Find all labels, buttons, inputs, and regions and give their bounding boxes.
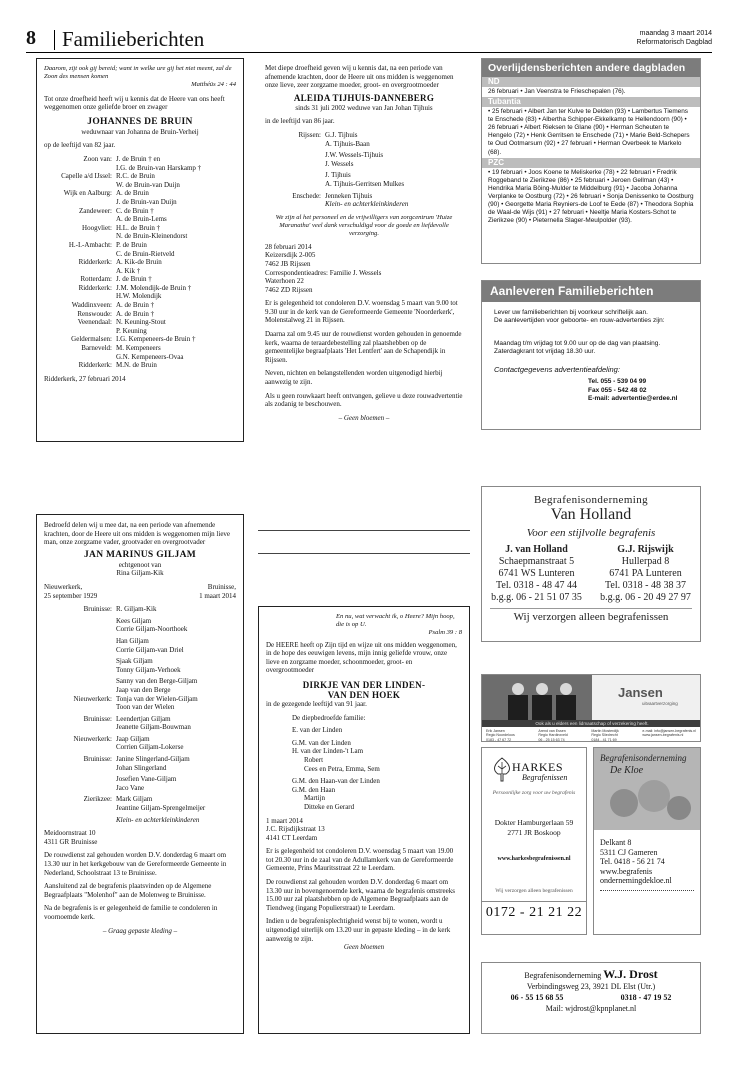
vh-company-name: Van Holland [550, 506, 632, 523]
relative-place [265, 200, 321, 209]
source-pzc: PZC [482, 158, 700, 168]
condolence-info: Er is gelegenheid tot condoleren D.V. woensdag 5 maart van 19.00 tot 20.30 uur in de zaal van de Adullamkerk van de Gereformeerde Gemeente, Prins Mauritsstraat 22 te Leerdam. [266, 847, 454, 873]
service-info: De rouwdienst zal gehouden worden D.V. donderdag 6 maart om 13.30 uur in bovengenoemde kerk, waarna de begrafenis omstreeks 15.00 uur zal plaatshebben op de Algemene Begraafplaats aan de Tiendweg (ingang Populierstraat) te Leerdam. [266, 878, 455, 912]
deceased-name-line2: VAN DEN HOEK [327, 689, 401, 700]
notice-intro: De HEERE heeft op Zijn tijd en wijze uit ons midden weggenomen, in de hope des eeuwigen levens, mijn innig geliefde vrouw, onze lieve en zorgzame moeder, schoonmoeder, groot- en overgrootmoeder [266, 640, 457, 675]
family-line: G.M. den Haan [292, 785, 336, 794]
harkes-brand: HARKES [512, 760, 564, 774]
vh-left-name: J. van Holland [505, 544, 568, 555]
family-line: G.M. van der Linden [292, 738, 351, 747]
relative-names: J.M. Molendijk-de Bruin † [116, 283, 192, 292]
death-notice-de-bruin [36, 58, 244, 442]
drost-mail: Mail: wjdrost@kpnplanet.nl [545, 1004, 637, 1013]
relative-place [44, 617, 112, 626]
harkes-sub: Begrafenissen [522, 773, 568, 782]
relative-names: J. Tijhuis [325, 171, 351, 180]
relative-names: Mark Giljam [116, 795, 153, 804]
other-papers-box [481, 58, 701, 264]
contact-name: Martin Mosterdijk [591, 729, 619, 733]
relative-place [265, 180, 321, 189]
relative-place [44, 657, 112, 666]
address-line: Correspondentieadres: Familie J. Wessels [265, 268, 382, 277]
address-block [265, 243, 463, 295]
relative-names: J. de Bruin-van Duijn [116, 197, 177, 206]
relative-names: Tonny Giljam-Verhoek [116, 665, 181, 674]
drost-mobile: 06 - 55 15 68 55 [510, 993, 564, 1002]
relative-names: M.N. de Bruin [116, 361, 157, 370]
address-line: 7462 JB Rijssen [265, 259, 311, 268]
relative-place [265, 171, 321, 180]
jansen-sub: uitvaartverzorging [642, 701, 678, 706]
relative-place [44, 267, 112, 276]
relative-names: C. de Bruin † [116, 206, 154, 215]
deadline-weekday: Maandag t/m vrijdag tot 9.00 uur op de dag van plaatsing. [494, 339, 661, 347]
relative-place [265, 160, 321, 169]
relative-place [265, 140, 321, 149]
relative-names: Josefien Vane-Giljam [116, 775, 177, 784]
drost-phones [482, 992, 700, 1003]
relative-names: Sanny van den Berge-Giljam [116, 677, 198, 686]
relative-place [44, 784, 112, 793]
relative-names: Sjaak Giljam [116, 657, 153, 666]
relative-place [44, 816, 112, 825]
dekloe-phone: Tel. 0418 - 56 21 74 [600, 857, 665, 866]
burial-info: Aansluitend zal de begrafenis plaatsvinden op de Algemene Begraafplaats "Molenhof" aan de Molenweg te Bruinisse. [44, 882, 212, 899]
address-line: 4141 CT Leerdam [266, 833, 318, 842]
relative-names: A. de Bruin † [116, 309, 155, 318]
relative-place [44, 723, 112, 732]
harkes-address [482, 818, 586, 838]
relative-names: A. Tijhuis-Gerritsen Mulkes [325, 179, 405, 188]
jansen-brand: Jansen [618, 685, 663, 700]
vh-contact-right [600, 544, 691, 604]
ad-drost [481, 962, 701, 1034]
family-line: H. van der Linden-'t Lam [292, 747, 364, 756]
family-line: Robert [304, 755, 324, 764]
relative-place: Rijssen: [298, 130, 321, 139]
contact-region: Regio Hardinxveld [538, 733, 568, 738]
spouse-name: Rina Giljam-Kik [116, 569, 164, 578]
death-date: 1 maart 2014 [199, 591, 236, 600]
address-line: 7462 ZD Rijssen [265, 285, 313, 294]
address-line: Keizersdijk 2-005 [265, 251, 316, 260]
family-line: Martijn [304, 794, 325, 803]
relative-place [44, 164, 112, 173]
deceased-name: JAN MARINUS GILJAM [83, 549, 196, 560]
address-block [266, 817, 462, 843]
submission-line: Lever uw familieberichten bij voorkeur schriftelijk aan. [494, 308, 648, 316]
relative-names: P. de Bruin [116, 240, 147, 249]
relative-names: A. de Bruin † [116, 301, 155, 310]
deceased-name-line1: DIRKJE VAN DER LINDEN- [302, 679, 426, 690]
relative-names: H.L. de Bruin † [116, 223, 161, 232]
relative-names: Han Giljam [116, 636, 149, 645]
dekloe-dotted-rule [600, 890, 694, 891]
contact-name: Erik Jansen [486, 729, 505, 733]
relative-names: Corrie Giljam-van Driel [116, 645, 184, 654]
relative-names: Klein- en achterkleinkinderen [116, 815, 200, 824]
relative-place [44, 775, 112, 784]
relative-place: Nieuwerkerk: [73, 734, 112, 743]
contact-region: Regio Sliedrecht [591, 733, 618, 738]
vh-tagline: Voor een stijlvolle begrafenis [526, 527, 656, 539]
contact-phone: 06 - 25 15 63 74 [538, 737, 565, 742]
relative-place: Geldermalsen: [71, 335, 112, 344]
harkes-tagline: Persoonlijke zorg voor uw begrafenis [492, 790, 576, 796]
contact-details [494, 378, 688, 404]
relative-names: Tonja van der Wielen-Giljam [116, 694, 198, 703]
relative-names: M. Kempeneers [116, 344, 161, 353]
notice-intro: Bedroefd delen wij u mee dat, na een periode van afnemende krachten, door de Heere uit ons midden is weggenomen mijn lieve man, onze zorgzame vader, grootvader en overgrootvader [44, 521, 231, 547]
drost-title [482, 969, 700, 981]
relative-place: Ridderkerk: [78, 258, 112, 267]
bible-reference: Matthéüs 24 : 44 [191, 81, 236, 88]
relative-names: R.C. de Bruin [116, 172, 155, 181]
vh-left-city: 6741 WS Lunteren [498, 568, 575, 579]
bible-quote: Daarom, zijt ook gij bereid; want in welke ure gij het niet meent, zal de Zoon des mensen komen [44, 65, 232, 80]
relative-place: Wijk en Aalburg: [63, 189, 112, 198]
deceased-name: JOHANNES DE BRUIN [87, 116, 193, 127]
header-separator [54, 30, 55, 50]
relative-place [44, 292, 112, 301]
notice-footer: Ridderkerk, 27 februari 2014 [44, 374, 126, 383]
relative-names: Corrie Giljam-Noorthoek [116, 625, 188, 634]
vh-contact-left [491, 544, 582, 604]
vh-left-bgg: b.g.g. 06 - 21 51 07 35 [491, 592, 582, 603]
deceased-age: op de leeftijd van 82 jaar. [44, 141, 116, 150]
condolence-info: Er is gelegenheid tot condoleren D.V. woensdag 5 maart van 9.00 tot 9.30 uur in de kerk van de Gereformeerde Gemeente 'Noorderkerk', Molenstalweg 21 in Rijssen. [265, 299, 458, 325]
relative-place: Bruinisse: [83, 755, 112, 764]
relative-names: Leendertjan Giljam [116, 714, 171, 723]
source-tubantia: Tubantia [482, 97, 700, 107]
deadline-saturday: Zaterdagkrant tot vrijdag 18.30 uur. [494, 348, 596, 355]
relative-names: W. de Bruin-van Duijn [116, 180, 180, 189]
relative-names: J. de Bruin † [116, 275, 152, 284]
relative-names: Jeantine Giljam-Sprengelmeijer [116, 804, 206, 813]
jansen-contact-2 [538, 729, 567, 742]
vh-left-street: Schaepmanstraat 5 [498, 556, 575, 567]
deceased-age: in de gezegende leeftijd van 91 jaar. [266, 699, 367, 708]
relative-names: A. Kik † [116, 266, 141, 275]
vh-right-tel: Tel. 0318 - 48 38 37 [605, 580, 686, 591]
relative-place [44, 637, 112, 646]
relative-names: J. Wessels [325, 159, 354, 168]
relative-place: Enschede: [292, 191, 321, 200]
relative-place [44, 353, 112, 362]
contact-region: Regio Noordeloos [486, 733, 515, 738]
birth-info [44, 583, 97, 600]
harkes-rule [482, 901, 586, 902]
harkes-website: www.harkesbegrafenissen.nl [497, 856, 571, 862]
dekloe-contact [600, 838, 672, 886]
relative-place: Ridderkerk: [78, 283, 112, 292]
relative-place [44, 703, 112, 712]
relatives-list [44, 155, 236, 370]
relative-names: A. Kik-de Bruin [116, 258, 162, 267]
vh-right-street: Hullerpad 8 [621, 556, 670, 567]
address-line: 28 februari 2014 [265, 242, 312, 251]
contact-phone: Tel. 055 - 539 04 99 [588, 378, 647, 385]
jansen-contact-1 [486, 729, 515, 742]
family-line: De diepbedroefde familie: [292, 713, 366, 722]
relative-names: C. de Bruin-Rietveld [116, 249, 175, 258]
relative-place: Zierikzee: [83, 795, 112, 804]
column-rule [258, 553, 470, 554]
nd-entries: 26 februari • Jan Veenstra te Frieschepalen (76). [488, 88, 626, 95]
family-line: Cees en Petra, Emma, Sem [304, 764, 380, 773]
family-line: Ditteke en Gerard [304, 802, 355, 811]
deceased-subtitle: echtgenoot van [118, 560, 162, 569]
address-line: Waterhoen 22 [265, 277, 304, 286]
notice-intro: Tot onze droefheid heeft wij u kennis dat de Heere van ons heeft weggenomen onze geliefde broer en zwager [44, 94, 225, 112]
ad-de-kloe [593, 747, 701, 935]
harkes-street: Dokter Hamburgerlaan 59 [494, 818, 574, 827]
contact-phone: 0184 - 41 71 69 [591, 737, 617, 742]
contact-phone: 0183 - 47 67 72 [486, 737, 512, 742]
page-number: 8 [26, 27, 36, 49]
relative-place: H.-I.-Ambacht: [68, 240, 112, 249]
relative-names: N. de Bruin-Kleinendorst [116, 232, 188, 241]
relative-place: Rotterdam: [80, 275, 112, 284]
relative-names: Toon van der Wielen [116, 703, 175, 712]
ad-jansen [481, 674, 701, 742]
relative-names: N. Keuning-Stout [116, 318, 166, 327]
relative-names: Jaap Giljam [116, 734, 150, 743]
relative-names: Johan Slingerland [116, 763, 167, 772]
staff-photo-icon [482, 675, 701, 721]
relative-place [44, 686, 112, 695]
source-nd: ND [482, 77, 700, 87]
vh-left-tel: Tel. 0318 - 48 47 44 [496, 580, 577, 591]
harkes-note: Wij verzorgen alleen begrafenissen [495, 888, 573, 894]
thanks-note: We zijn al het personeel en de vrijwilligers van zorgcentrum 'Huize Maranatha' veel dank verschuldigd voor de goede en liefdevolle verzorging. [275, 213, 453, 237]
deceased-age: in de leeftijd van 86 jaar. [265, 117, 335, 126]
relative-names: A. Tijhuis-Baan [325, 139, 370, 148]
notice-footer: – Geen bloemen – [338, 413, 390, 422]
harkes-city: 2771 JR Boskoop [507, 828, 561, 837]
death-notice-van-der-linden [258, 606, 470, 1034]
section-title: Familieberichten [62, 27, 205, 51]
relative-place: Bruinisse: [83, 605, 112, 614]
jansen-contact-web [642, 729, 696, 742]
relative-names: R. Giljam-Kik [116, 605, 157, 614]
relative-place [44, 198, 112, 207]
relative-names: I.G. Kempeneers-de Bruin † [116, 335, 196, 344]
dekloe-brand-line1: Begrafenisonderneming [600, 753, 687, 763]
address-line: 1 maart 2014 [266, 816, 303, 825]
drost-address: Verbindingsweg 23, 3921 DL Elst (Utr.) [526, 982, 656, 991]
notice-footer: Geen bloemen [343, 943, 385, 952]
deceased-subtitle: weduwnaar van Johanna de Bruin-Verheij [81, 127, 199, 136]
family-line: G.M. den Haan-van der Linden [292, 777, 380, 786]
relative-place: Bruinisse: [83, 714, 112, 723]
drost-phone: 0318 - 47 19 52 [620, 993, 672, 1002]
relative-names: P. Keuning [116, 326, 147, 335]
contact-fax: Fax 055 - 542 48 02 [588, 386, 647, 394]
invitation-info: Neven, nichten en belangstellenden worden uitgenodigd hierbij aanwezig te zijn. [265, 369, 443, 387]
relative-names: Jeanette Giljam-Bouwman [116, 723, 191, 732]
jansen-banner: Ook als u elders een lidmaatschap of verzekering heeft. [482, 720, 701, 727]
invitation-info: Indien u de begrafenisplechtigheid wenst bij te wonen, wordt u uitgenodigd uiterlijk om 13.20 uur in gepaste kleding – in de kerk aanwezig te zijn. [266, 917, 451, 943]
dekloe-city: 5311 CJ Gameren [600, 847, 658, 857]
condolence-info: Na de begrafenis is er gelegenheid de familie te condoleren in voornoemde kerk. [44, 904, 218, 921]
relative-place [44, 327, 112, 336]
relative-place [44, 625, 112, 634]
relatives-list [44, 605, 236, 824]
death-notice-giljam [36, 514, 244, 1034]
relative-names: A. de Bruin [116, 189, 149, 198]
relative-place [44, 215, 112, 224]
relative-place: Hoogvliet: [82, 223, 112, 232]
address-line: Meidoornstraat 10 [44, 829, 96, 838]
pzc-entries: • 19 februari • Joos Koene te Meliskerke (78) • 22 februari • Fredrik Roggeband te Zierikzee (86) • 25 februari • Jeroen Gellman (43) • Hendrika Maria Böing-Mulder te Middelburg (91) • Jacoba Johanna Verplanke te Oostburg (72) • 26 februari • Sonja Denissenko te Oostburg (90) • Georgette Maria Reyniers-de Loof te Eede (87) • Theodora Sophia de Waal-de Wijs (91) • 27 februari • Neeltje Maria Kosters-Schot te Zierikzee (90) • Pieternella Slager-Meulpolder (93). [488, 168, 694, 225]
vh-right-name: G.J. Rijswijk [617, 544, 674, 555]
notice-intro: Met diepe droefheid geven wij u kennis dat, na een periode van afnemende krachten, door de Heere uit ons midden is weggenomen onze lieve, zeer zorgzame moeder, groot- en overgrootmoeder [265, 64, 454, 90]
relative-names: I.G. de Bruin-van Harskamp † [116, 163, 202, 172]
vh-right-bgg: b.g.g. 06 - 20 49 27 97 [600, 592, 691, 603]
header-dateline [637, 29, 712, 47]
relative-names: H.W. Molendijk [116, 292, 162, 301]
contact-email: E-mail: advertentie@erdee.nl [588, 395, 678, 402]
card-info: Als u geen rouwkaart heeft ontvangen, gelieve u deze rouwadvertentie als zodanig te beschouwen. [265, 391, 463, 409]
service-info: Daarna zal om 9.45 uur de rouwdienst worden gehouden in genoemde kerk, waarna de teraardebestelling zal plaatshebben op de gemeentelijke begraafplaats 'Het Lentfert' aan de Schapendijk in Rijssen. [265, 330, 462, 364]
harkes-phone: 0172 - 21 21 22 [485, 905, 583, 920]
vh-company-prefix: Begrafenisonderneming [533, 494, 649, 506]
dekloe-street: Delkant 8 [600, 838, 632, 847]
relative-place [44, 804, 112, 813]
relative-names: G.N. Kempeneers-Ovaa [116, 352, 184, 361]
relative-names: J.W. Wessels-Tijhuis [325, 151, 384, 160]
quote-block [266, 613, 462, 638]
submission-title: Aanleveren Familieberichten [482, 281, 700, 302]
drost-name: W.J. Drost [603, 967, 658, 981]
relative-names: Kees Giljam [116, 616, 152, 625]
vh-contacts [482, 544, 700, 604]
submission-line: De aanlevertijden voor geboorte- en rouw-advertenties zijn: [494, 317, 665, 324]
death-place: Bruinisse, [207, 582, 236, 591]
drost-prefix: Begrafenisonderneming [524, 971, 602, 980]
address-block [44, 829, 236, 846]
birth-place: Nieuwerkerk, [44, 582, 83, 591]
relative-names: Jenneken Tijhuis [325, 191, 373, 200]
service-info: De rouwdienst zal gehouden worden D.V. donderdag 6 maart om 13.30 uur in het kerkgebouw van de Gereformeerde Gemeente in Nederland, Schoolstraat 13 te Bruinisse. [44, 851, 227, 877]
death-notice-tijhuis [258, 58, 470, 510]
bible-reference: Psalm 39 : 8 [428, 629, 462, 636]
jansen-photo [482, 675, 701, 721]
relative-place: Ridderkerk: [78, 361, 112, 370]
relative-place [44, 666, 112, 675]
ad-van-holland [481, 486, 701, 642]
deceased-subtitle: sinds 31 juli 2002 weduwe van Jan Johan Tijhuis [295, 103, 433, 112]
jansen-contact-3 [591, 729, 618, 742]
column-rule [258, 530, 470, 531]
relative-names: Corrien Giljam-Lokerse [116, 743, 184, 752]
life-dates [44, 583, 236, 600]
vh-right-city: 6741 PA Lunteren [609, 568, 682, 579]
vh-footer: Wij verzorgen alleen begrafenissen [490, 608, 692, 623]
relative-place: Veenendaal: [77, 318, 112, 327]
relative-place [44, 232, 112, 241]
jansen-contacts [486, 729, 696, 742]
dekloe-web-line1: www.begrafenis [600, 866, 653, 876]
family-list [266, 714, 462, 812]
ad-harkes [481, 747, 587, 935]
relative-names: G.J. Tijhuis [325, 130, 358, 139]
relative-names: Klein- en achterkleinkinderen [325, 200, 409, 209]
deceased-name: ALEIDA TIJHUIS-DANNEBERG [293, 92, 435, 103]
notice-footer: – Graag gepaste kleding – [102, 926, 178, 935]
contact-name: Arend van Essen [538, 729, 566, 733]
relative-place: Renswoude: [77, 309, 112, 318]
tubantia-entries: • 25 februari • Albert Jan ter Kulve te Delden (93) • Lambertus Tiemens te Enschede (83) • Albertha Schipper-Ekkelkamp te Hellendoorn (90) • 26 februari • Albert Rieksen te Glane (90) • Herman Scheuten te Hengelo (72) • Henk Gerritsen te Enschede (71) • Marie Beld-Schepers te Oud Ootmarsum (92) • 27 februari • Herman Overbeek te Markelo (68). [488, 108, 690, 156]
death-info [199, 583, 236, 600]
relative-place [44, 250, 112, 259]
dekloe-brand-line2: De Kloe [610, 765, 644, 776]
relative-place [44, 181, 112, 190]
bible-quote: En nu, wat verwacht ik, o Heere? Mijn hoop, die is op U. [336, 613, 455, 628]
address-line: 4311 GR Bruinisse [44, 837, 98, 846]
other-papers-title: Overlijdensberichten andere dagbladen [482, 59, 700, 77]
relative-place: Nieuwerkerk: [73, 694, 112, 703]
relative-place: Zandeweer: [78, 206, 112, 215]
address-line: J.C. Rijsdijkstraat 13 [266, 825, 325, 834]
contact-heading: Contactgegevens advertentieafdeling: [494, 364, 620, 374]
relative-names: Jaap van den Berge [116, 685, 171, 694]
relative-names: J. de Bruin † en [116, 154, 161, 163]
birth-date: 25 september 1929 [44, 591, 98, 600]
issue-date: maandag 3 maart 2014 [639, 30, 712, 37]
relative-place [44, 677, 112, 686]
publication-name: Reformatorisch Dagblad [636, 39, 712, 46]
contact-website: www.jansen-begrafenis.nl [642, 733, 684, 738]
contact-email: e-mail: info@jansen-begrafenis.nl [642, 729, 696, 733]
relative-place [265, 151, 321, 160]
relative-place [44, 764, 112, 773]
relative-names: Jaco Vane [116, 783, 145, 792]
relative-place [44, 646, 112, 655]
submission-info-box [481, 280, 701, 430]
relative-place: Zoon van: [83, 154, 112, 163]
relative-place: Barneveld: [81, 344, 112, 353]
relative-place [44, 743, 112, 752]
relative-names: Janine Slingerland-Giljam [116, 755, 190, 764]
dekloe-web-line2: ondernemingdekloe.nl [600, 876, 672, 885]
relative-place: Capelle a/d IJssel: [61, 172, 112, 181]
family-line: E. van der Linden [292, 726, 343, 735]
relative-place: Waddinxveen: [71, 301, 112, 310]
relatives-list [265, 131, 463, 209]
header-rule [26, 52, 712, 53]
relative-names: A. de Bruin-Lems [116, 215, 167, 224]
